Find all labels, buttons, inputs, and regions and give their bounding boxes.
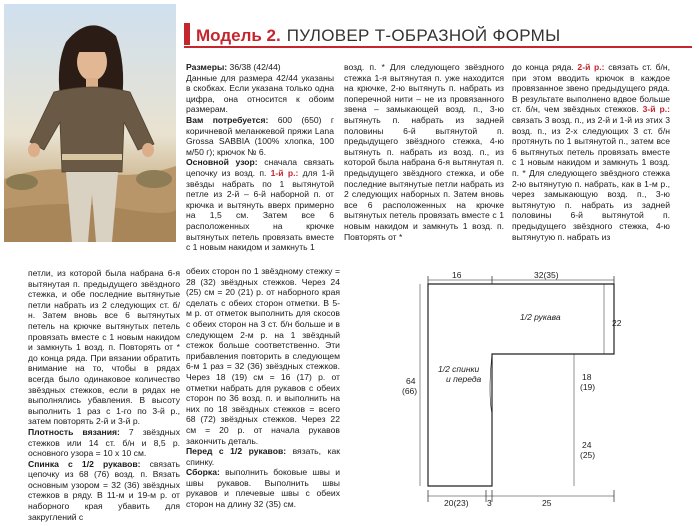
row1-label: 1-й р.:	[270, 167, 299, 178]
model-label: Модель 2.	[196, 26, 281, 45]
pattern-text-2: для 1-й звёзды набрать по 1 вытянутой петле из 2-й – 6-й наборной п. от крючка и вытянуть вверх примерно на 1,5 см. Затем все 6 расположенных на крючке вытянутых петель провязать вместе с 1 новым накидом и замкнуть 1	[186, 167, 335, 253]
density-text: 7 звёздных стежков или 14 ст. б/н и 8,5 р. основного узора = 10 х 10 см.	[28, 426, 180, 459]
col5-text-1: обеих сторон по 1 звёздному стежку = 28 (32) звёздных стежков. Через 24 (25) см = 20 (21) р. от наборного края сделать с обеих сторон отметки. В 5-м р. от отметок выполнить для скосов с обеих сторон на 3 ст. б/н больше и в следующем 2-м р. на 1 звёздный стежок больше соответственно. Эти прибавления повторить в следующем 6-м 1 раз = 32 (36) звёздных стежков. Через 18 (19) см = 16 (17) р. от отметки набрать для рукавов с обеих сторон по 36 возд. п. и выполнить на них по 18 звёздных стежков = всего 68 (72) звёздных стежков. Через 22 см = 20 р. от начала рукавов закончить деталь.	[186, 266, 340, 446]
dim-right-3a: 24	[582, 440, 592, 450]
density-label: Плотность вязания:	[28, 426, 120, 437]
dim-right-2b: (19)	[580, 382, 596, 392]
dim-top-left: 16	[452, 270, 462, 280]
article-title-bar	[184, 22, 692, 48]
pattern-text-1: сначала связать цепочку из возд. п.	[186, 157, 334, 178]
col4-text-1: петли, из которой была набрана 6-я вытянутая п. предыдущего звёздного стежка, и обе последние вытянутые петли набрать из 2 следующих ст. б/н. Затем вновь все 6 вытянутых петель на крючке вытянутых петель провязать вместе с 1 новым накидом и замкнуть 1 возд. п. Повторять от * до конца ряда. При вязании обратить внимание на то, чтобы в рядах всегда было одинаковое количество звёздных стежков, если в рядах не выполнялись убавления. В высоту выполнить 1 раз с 1-го по 3-й р., затем повторять 2-й и 3-й р.	[28, 268, 180, 427]
col3-text-3: связать 3 возд. п., из 2-й и 1-й из этих 3 возд. п., из 2-х следующих 3 ст. б/н протянуть по 1 вытянутой п., затем все 6 вытянутых петель провязать вместе с 1 новым накидом и замкнуть 1 возд. п. * Для следующего звёздного стежка 2-ю вытянутую п. набрать, как в 1-м р., через замыкающую возд. п., 3-ю вытянутую п. набрать из задней половины 6-й вытянутой п. предыдущего звёздного стежка, 4-ю вытянутую п. набрать из	[512, 114, 670, 242]
sizes-label: Размеры:	[186, 62, 228, 72]
pattern-schematic	[392, 264, 692, 510]
row2-label: 2-й р.:	[577, 62, 605, 72]
assembly-label: Сборка:	[186, 467, 220, 478]
text-column-3	[512, 62, 670, 242]
sleeve-label: 1/2 рукава	[520, 312, 561, 322]
dim-left-a: 64	[406, 376, 416, 386]
col3-text-2: связать ст. б/н, при этом вводить крючок в каждое провязанное звено предыдущего ряда. В результате выполнено вдвое больше ст. б/н, чем звёздных стежков.	[512, 62, 671, 115]
front-text: вязать, как спинку.	[186, 446, 340, 467]
text-column-2	[344, 62, 504, 242]
assembly-text: выполнить боковые швы и швы рукавов. Выполнить швы рукавов и плечевые швы с обеих сторон на длину 32 (35) см.	[186, 467, 340, 510]
column-2-text: возд. п. * Для следующего звёздного стежка 1-я вытянутая п. уже находится на крючке, 2-ю вытянуть п. набрать из поперечной нити – не из провязанного звена – замыкающей возд. п., 3-ю вытянуть п. набрать из задней половины 6-й вытянутой п. предыдущего звёздного стежка, 4-ю вытянуть п. набрать из возд. п., из которой была набрана 6-я вытянутая п. предыдущего звёздного стежка, и обе последние вытянутые петли набрать из 2 следующих наборных п. Затем вновь все 6 расположенных на крючке вытянутых петель провязать вместе с 1 новым накидом и замкнуть 1 возд. п. Повторять от *	[344, 62, 504, 242]
body-label-1: 1/2 спинки	[438, 364, 480, 374]
text-column-5	[186, 266, 340, 510]
sizes-value: 36/38 (42/44)	[227, 62, 281, 72]
dim-top-right: 32(35)	[534, 270, 559, 280]
sizes-text: Данные для размера 42/44 указаны в скобках. Если указана только одна цифра, она относится к обоим размерам.	[186, 72, 334, 115]
dim-left-b: (66)	[402, 386, 418, 396]
back-label: Спинка с 1/2 рукавов:	[28, 458, 141, 469]
dim-right-1: 22	[612, 318, 622, 328]
article-title: ПУЛОВЕР Т-ОБРАЗНОЙ ФОРМЫ	[286, 26, 561, 45]
dim-right-3b: (25)	[580, 450, 596, 460]
model-photo	[4, 4, 176, 242]
pattern-label: Основной узор:	[186, 157, 258, 168]
back-text: связать цепочку из 68 (76) возд. п. Вязать основным узором = 32 (36) звёздных стежков в ряду. В 11-м и 19-м р. от наборного края убавить для закруглений с	[28, 458, 180, 522]
dim-bottom-3: 25	[542, 498, 552, 508]
body-label-2: и переда	[446, 374, 482, 384]
dim-bottom-2: 3	[487, 498, 492, 508]
dim-bottom-1: 20(23)	[444, 498, 469, 508]
text-column-4	[28, 268, 180, 522]
dim-right-2a: 18	[582, 372, 592, 382]
materials-label: Вам потребуется:	[186, 114, 269, 125]
col3-text-1: до конца ряда.	[512, 62, 578, 72]
row3-label: 3-й р.:	[642, 104, 671, 115]
text-column-1	[186, 62, 334, 253]
materials-text: 600 (650) г коричневой меланжевой пряжи Lana Grossa SABBIA (100% хлопка, 100 м/50 г); крючок № 6.	[186, 114, 334, 157]
front-label: Перед с 1/2 рукавов:	[186, 446, 287, 457]
title-accent-block	[184, 23, 190, 45]
